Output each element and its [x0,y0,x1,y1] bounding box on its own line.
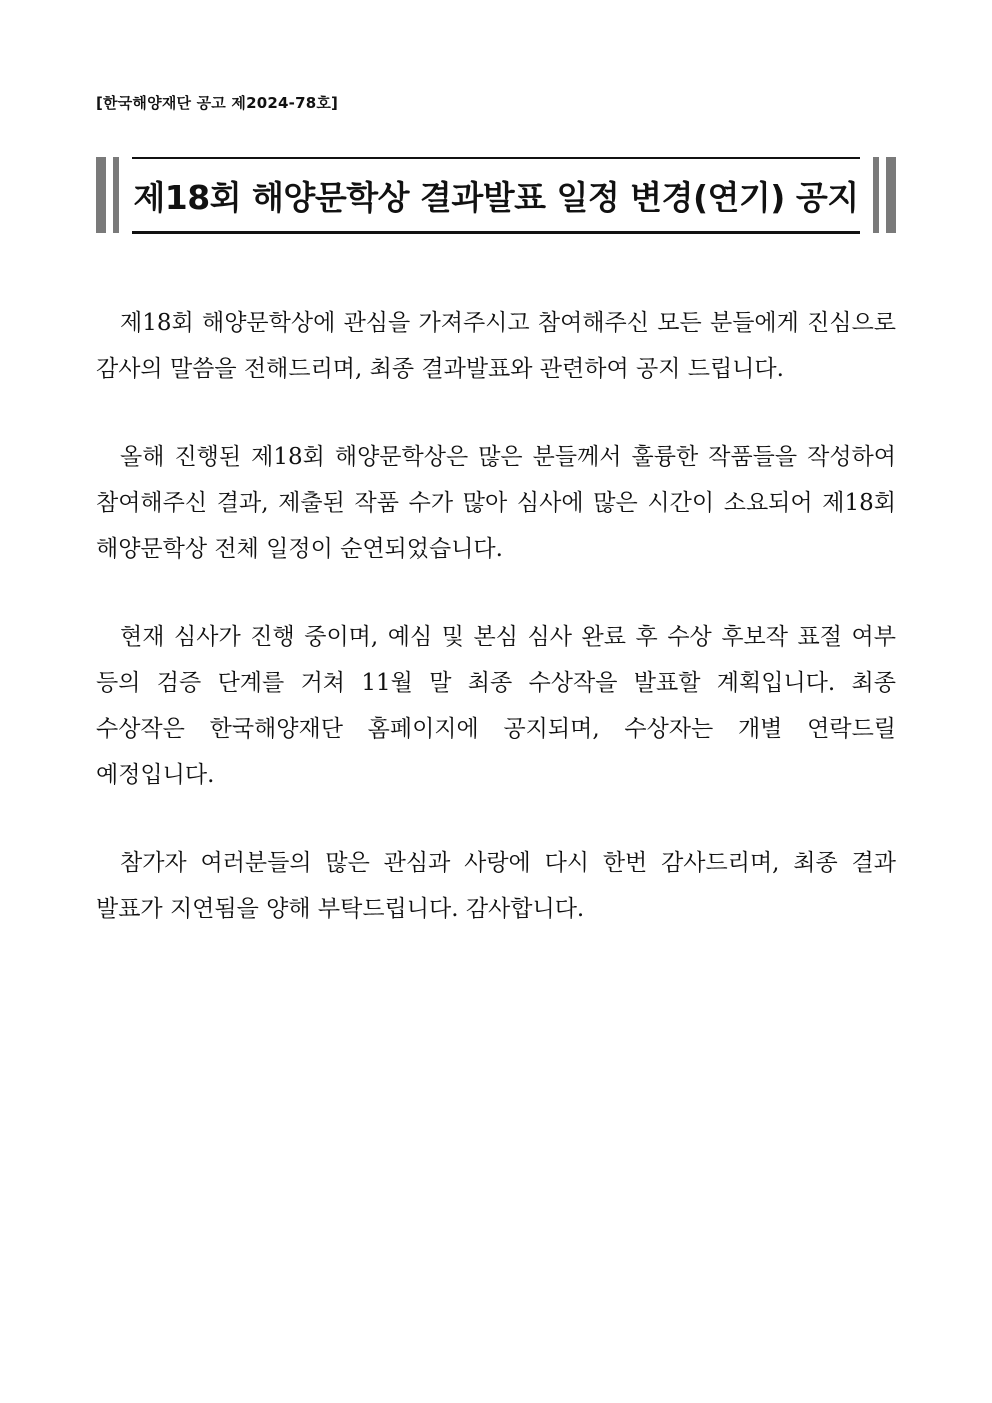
paragraph-1: 제18회 해양문학상에 관심을 가져주시고 참여해주신 모든 분들에게 진심으로 감사의 말씀을 전해드리며, 최종 결과발표와 관련하여 공지 드립니다. [96,310,896,382]
title-decor-bar-right-outer [886,157,896,233]
paragraph-4: 참가자 여러분들의 많은 관심과 사랑에 다시 한번 감사드리며, 최종 결과 발표가 지연됨을 양해 부탁드립니다. 감사합니다. [96,850,896,922]
paragraph-2: 올해 진행된 제18회 해양문학상은 많은 분들께서 훌륭한 작품들을 작성하여 참여해주신 결과, 제출된 작품 수가 많아 심사에 많은 시간이 소요되어 제18회 해양문학상 전체 일정이 순연되었습니다. [96,444,896,562]
title-decor-bar-left-inner [113,157,119,233]
title-frame [132,157,860,234]
paragraph-3: 현재 심사가 진행 중이며, 예심 및 본심 심사 완료 후 수상 후보작 표절 여부 등의 검증 단계를 거쳐 11월 말 최종 수상작을 발표할 계획입니다. 최종 수상작은 한국해양재단 홈페이지에 공지되며, 수상자는 개별 연락드릴 예정입니다. [96,624,896,788]
notice-number: [한국해양재단 공고 제2024-78호] [96,94,339,112]
body-content [96,300,896,974]
title-decor-bar-right-inner [873,157,879,233]
title-box [96,157,896,233]
page-title: 제18회 해양문학상 결과발표 일정 변경(연기) 공지 [133,177,859,217]
title-decor-bar-left-outer [96,157,106,233]
